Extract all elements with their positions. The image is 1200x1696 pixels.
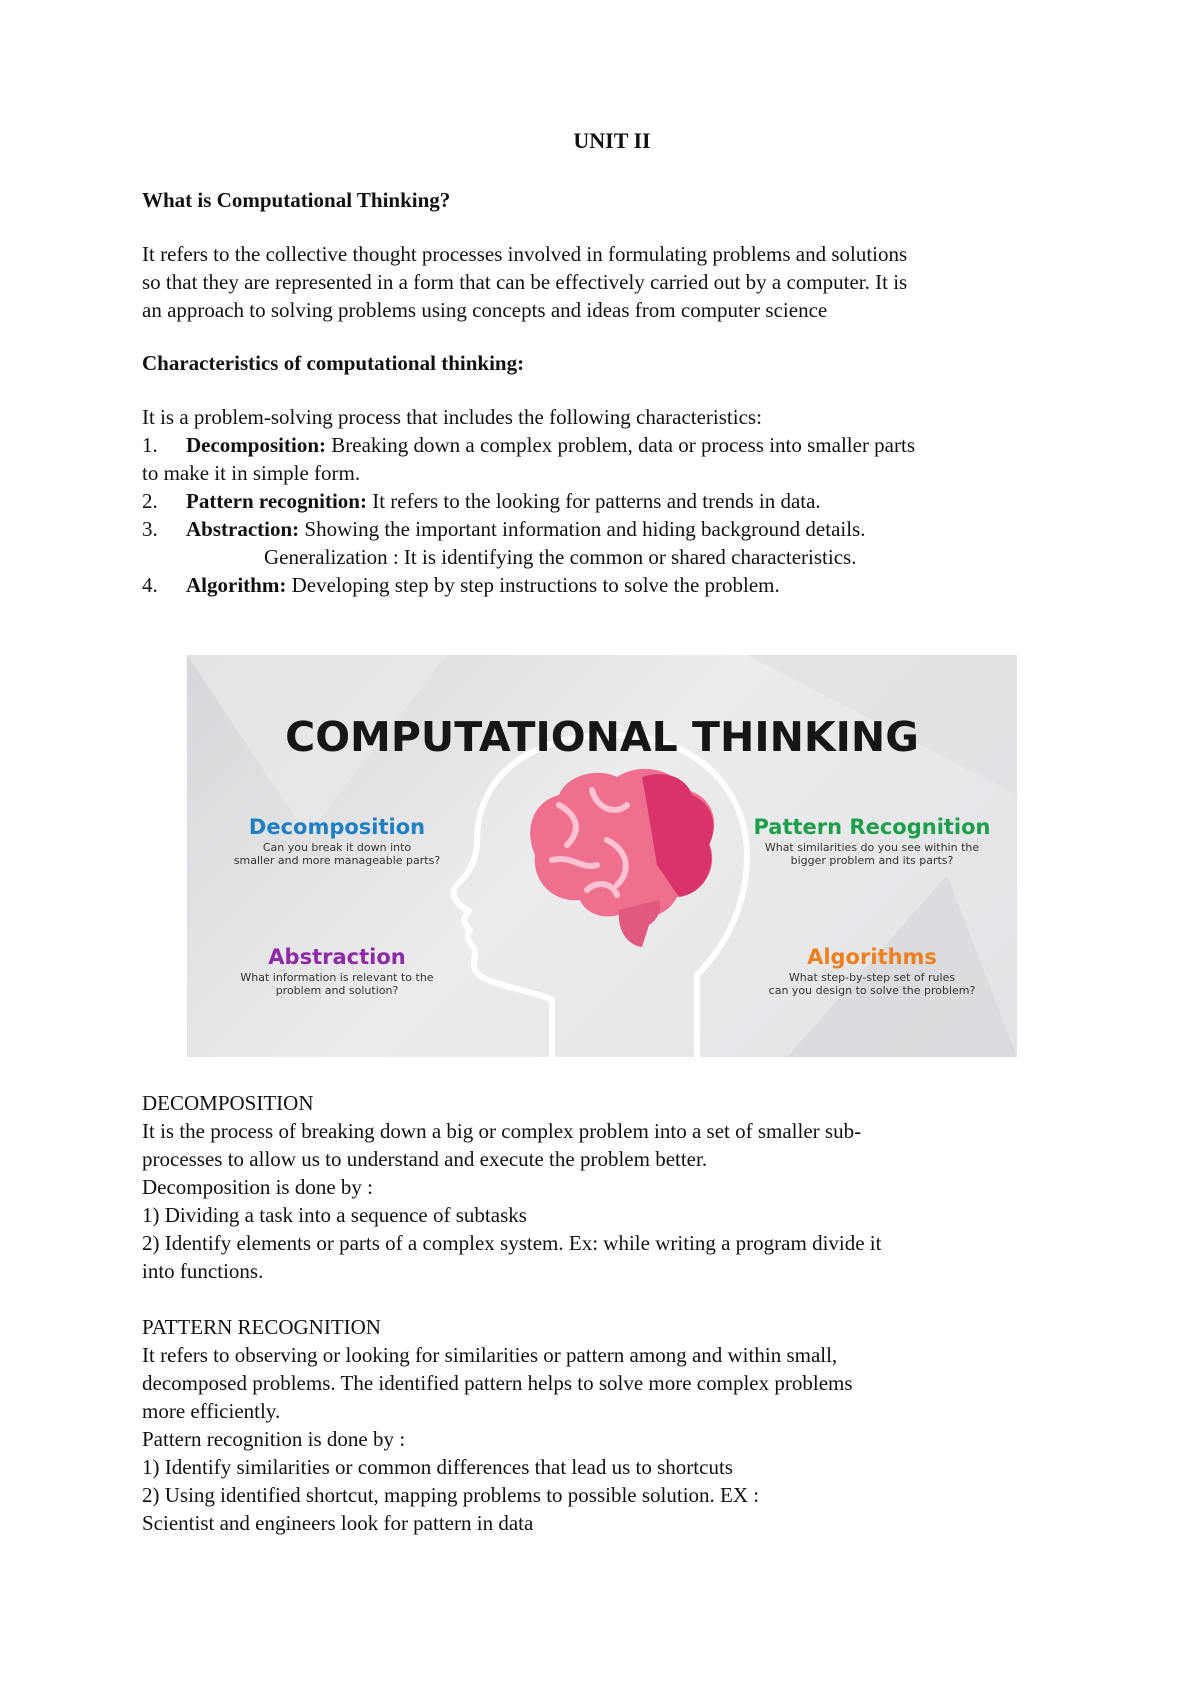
characteristic-term: Decomposition: xyxy=(186,433,326,457)
characteristic-item: 3. Abstraction: Showing the important information and hiding background details. xyxy=(142,517,866,541)
pattern-recognition-label: Pattern Recognition xyxy=(753,815,991,839)
algorithms-label: Algorithms xyxy=(807,945,937,969)
characteristic-item: 4. Algorithm: Developing step by step instructions to solve the problem. xyxy=(142,573,780,597)
intro-line: It refers to the collective thought processes involved in formulating problems and solutions xyxy=(142,242,908,266)
algorithms-desc: What step-by-step set of rules can you design to solve the problem? xyxy=(768,971,976,997)
characteristics-heading: Characteristics of computational thinking: xyxy=(142,351,525,375)
what-is-ct-heading: What is Computational Thinking? xyxy=(142,188,451,212)
brain-icon xyxy=(530,769,714,947)
pattern-line: 2) Using identified shortcut, mapping problems to possible solution. EX : xyxy=(142,1483,760,1507)
intro-line: so that they are represented in a form that can be effectively carried out by a computer. It is xyxy=(142,270,908,294)
decomposition-label: Decomposition xyxy=(248,815,426,839)
decomposition-desc: Can you break it down into smaller and more manageable parts? xyxy=(233,841,441,867)
characteristic-item: 1. Decomposition: Breaking down a complex problem, data or process into smaller parts xyxy=(142,433,916,457)
pattern-line: Pattern recognition is done by : xyxy=(142,1427,406,1451)
pattern-line: 1) Identify similarities or common differences that lead us to shortcuts xyxy=(142,1455,733,1479)
decomposition-line: It is the process of breaking down a big or complex problem into a set of smaller sub- xyxy=(142,1119,862,1143)
characteristics-list xyxy=(142,431,1062,599)
abstraction-desc: What information is relevant to the problem and solution? xyxy=(240,971,434,997)
infographic-title: COMPUTATIONAL THINKING xyxy=(285,713,919,761)
decomposition-line: processes to allow us to understand and execute the problem better. xyxy=(142,1147,708,1171)
pattern-line: decomposed problems. The identified pattern helps to solve more complex problems xyxy=(142,1371,853,1395)
characteristic-continuation: to make it in simple form. xyxy=(142,461,361,485)
decomposition-line: Decomposition is done by : xyxy=(142,1175,373,1199)
unit-title: UNIT II xyxy=(573,128,651,153)
document-content xyxy=(142,128,1062,1537)
generalization-line: Generalization : It is identifying the common or shared characteristics. xyxy=(264,545,857,569)
decomposition-line: 2) Identify elements or parts of a complex system. Ex: while writing a program divide it xyxy=(142,1231,882,1255)
pattern-line: more efficiently. xyxy=(142,1399,281,1423)
pattern-recognition-heading: PATTERN RECOGNITION xyxy=(142,1315,381,1339)
pattern-line: Scientist and engineers look for pattern in data xyxy=(142,1511,534,1535)
characteristic-term: Abstraction: xyxy=(186,517,300,541)
characteristics-intro: It is a problem-solving process that includes the following characteristics: xyxy=(142,405,762,429)
decomposition-line: 1) Dividing a task into a sequence of subtasks xyxy=(142,1203,527,1227)
computational-thinking-infographic xyxy=(187,655,1017,1057)
pattern-recognition-desc: What similarities do you see within the bigger problem and its parts? xyxy=(764,841,980,867)
abstraction-label: Abstraction xyxy=(268,945,406,969)
characteristic-term: Algorithm: xyxy=(186,573,287,597)
pattern-line: It refers to observing or looking for similarities or pattern among and within small, xyxy=(142,1343,838,1367)
characteristic-term: Pattern recognition: xyxy=(186,489,367,513)
decomposition-line: into functions. xyxy=(142,1259,264,1283)
characteristic-item: 2. Pattern recognition: It refers to the looking for patterns and trends in data. xyxy=(142,489,821,513)
intro-line: an approach to solving problems using concepts and ideas from computer science xyxy=(142,298,828,322)
decomposition-heading: DECOMPOSITION xyxy=(142,1091,314,1115)
